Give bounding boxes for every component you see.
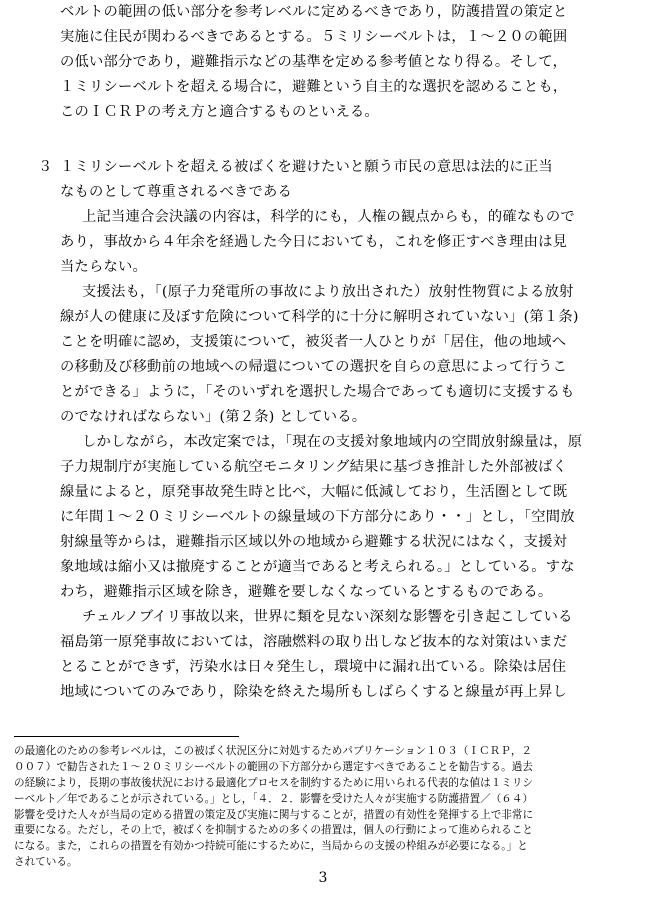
section-heading-line2: なものとして尊重されるべきである [60, 184, 292, 200]
body-line: ことを明確に認め，支援策について，被災者一人ひとりが「居住，他の地域へ [60, 334, 567, 350]
paragraph-start-line: チェルノブイリ事故以来，世界に類を見ない深刻な影響を引き起こしている [82, 609, 573, 625]
footnote-line: されている。 [14, 856, 78, 869]
body-line: 地域についてのみであり，除染を終えた場所もしばらくすると線量が再上昇し [60, 684, 568, 700]
body-line: 子力規制庁が実施している航空モニタリング結果に基づき推計した外部被ばく [60, 459, 568, 475]
main-text [38, 0, 618, 705]
body-line: の低い部分であり，避難指示などの基準を定める参考値となり得る。そして， [60, 54, 568, 70]
section-number: ３ [38, 159, 53, 175]
footnote-line: になる。また，これらの措置を有効かつ持続可能にするために，当局からの支援の枠組みが必要になる。」と [14, 840, 528, 853]
footnote-line: ーベルト／年であることが示されている。」とし，「４．２．影響を受けた人々が実施する防護措置／（６４） [14, 792, 534, 805]
footnote-line: 影響を受けた人々が当局の定める措置の策定及び実施に関与することが，措置の有効性を発揮する上で非常に [14, 808, 534, 821]
section-heading [38, 155, 618, 180]
paragraph-start-line: しかしながら，本改定案では，「現在の支援対象地域内の空間放射線量は，原 [82, 434, 583, 450]
body-line: 実施に住民が関わるべきであるとする。５ミリシーベルトは，１～２０の範囲 [60, 29, 568, 45]
footnote-separator [14, 736, 239, 737]
body-line: 射線量等からは，避難指示区域以外の地域から避難する状況にはなく，支援対 [60, 534, 568, 550]
footnote [14, 744, 620, 871]
body-line: １ミリシーベルトを超える場合に，避難という自主的な選択を認めることも， [60, 79, 568, 95]
footnote-line: ００７）で勧告された１～２０ミリシーベルトの範囲の下方部分から選定すべきであることを勧告する。過去 [14, 760, 533, 773]
section-gap [60, 125, 618, 155]
section-heading-line1: １ミリシーベルトを超える被ばくを避けたいと願う市民の意思は法的に正当 [60, 159, 553, 175]
body-line: ベルトの範囲の低い部分を参考レベルに定めるべきであり，防護措置の策定と [60, 4, 568, 20]
body-line: 線量によると，原発事故発生時と比べ，大幅に低減しており，生活圏として既 [60, 484, 568, 500]
body-line: の移動及び移動前の地域への帰還についての選択を自らの意思によって行うこ [60, 359, 568, 375]
body-line: に年間１～２０ミリシーベルトの線量域の下方部分にあり・・」とし，「空間放 [60, 509, 575, 525]
body-line: わち，避難指示区域を除き，避難を要しなくなっているとするものである。 [60, 584, 553, 600]
body-line: のでなければならない」(第２条) としている。 [60, 409, 367, 425]
footnote-line: の経験により，長期の事故後状況における最適化プロセスを制約するために用いられる代表的な値は１ミリシ [14, 776, 534, 789]
body-line: とることができず，汚染水は日々発生し，環境中に漏れ出ている。除染は居住 [60, 659, 567, 675]
body-line: 線が人の健康に及ぼす危険について科学的に十分に解明されていない」(第１条) [60, 309, 579, 325]
page-number: 3 [318, 870, 328, 886]
paragraph-start-line: 支援法も，「(原子力発電所の事故により放出された）放射性物質による放射 [82, 284, 574, 300]
paragraph-start-line: 上記当連合会決議の内容は，科学的にも，人権の観点からも，的確なもので [82, 209, 575, 225]
body-line: このＩＣＲＰの考え方と適合するものといえる。 [60, 104, 379, 120]
footnote-line: の最適化のための参考レベルは，この被ばく状況区分に対処するためパブリケーション１０３（ＩＣＲＰ，２ [14, 745, 533, 757]
body-line: 福島第一原発事故においては，溶融燃料の取り出しなど抜本的な対策はいまだ [60, 634, 568, 650]
body-line: とができる」ように，「そのいずれを選択した場合であっても適切に支援するも [60, 384, 575, 400]
body-line: 象地域は縮小又は撤廃することが適当であると考えられる。」としている。すな [60, 559, 575, 575]
body-line: あり，事故から４年余を経過した今日においても，これを修正すべき理由は見 [60, 234, 568, 250]
body-line: 当たらない。 [60, 259, 147, 275]
footnote-line: 重要になる。ただし，その上で，被ばくを抑制するための多くの措置は，個人の行動によって進められること [14, 824, 533, 837]
